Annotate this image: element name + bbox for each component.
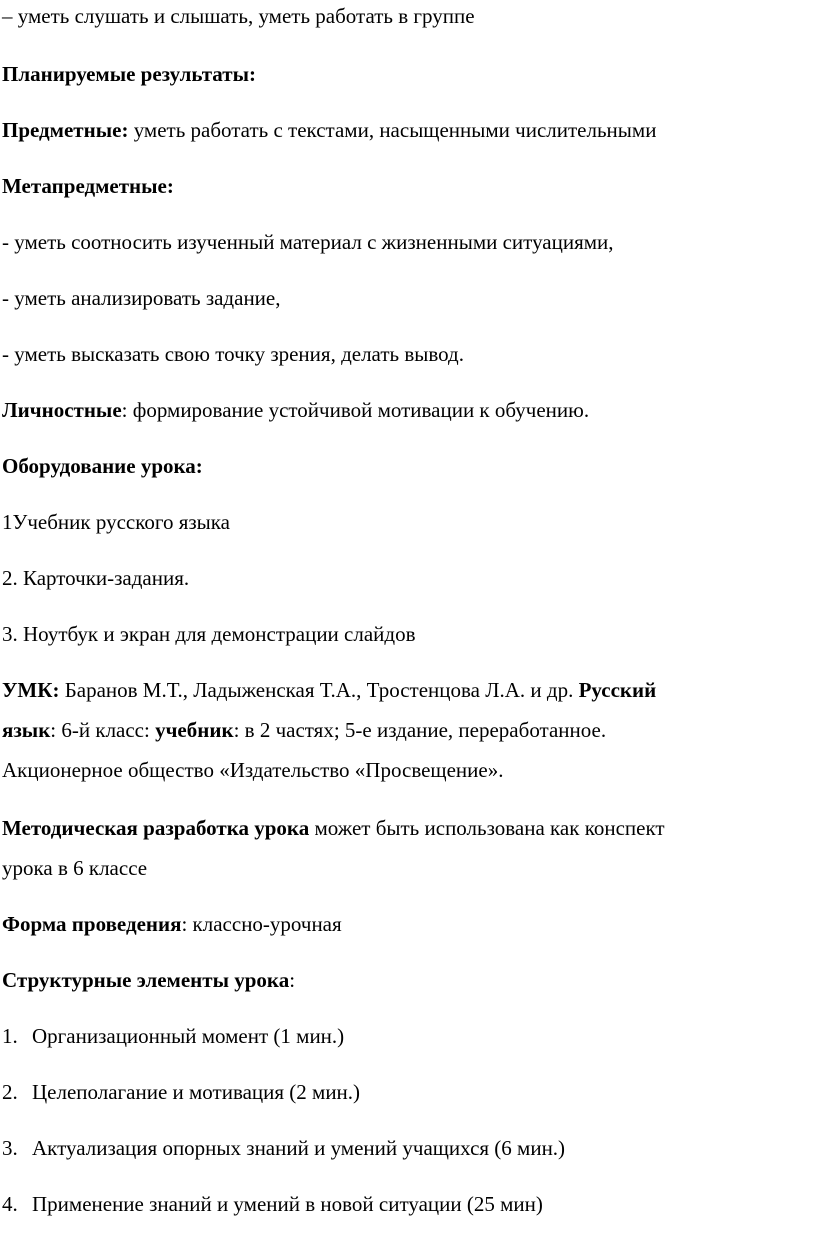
list-number: 3.: [2, 1136, 18, 1160]
meta-item-text: - уметь анализировать задание,: [2, 286, 281, 310]
meta-item-text: - уметь соотносить изученный материал с жизненными ситуациями,: [2, 230, 614, 254]
paragraph-lesson-form: [2, 912, 342, 936]
subject-label: Предметные:: [2, 118, 129, 142]
form-text: : классно-урочная: [181, 912, 342, 936]
paragraph-subject-results: [2, 118, 656, 142]
equipment-item-text: 3. Ноутбук и экран для демонстрации слайдов: [2, 622, 416, 646]
meta-item: [2, 286, 281, 310]
umk-book-title-part-1: Русский: [578, 678, 657, 702]
list-item-text: Применение знаний и умений в новой ситуации (25 мин): [32, 1192, 543, 1216]
paragraph-personal-results: [2, 398, 589, 422]
equipment-item-text: 2. Карточки-задания.: [2, 566, 190, 590]
umk-authors: Баранов М.Т., Ладыженская Т.А., Тростенцова Л.А. и др.: [59, 678, 579, 702]
umk-book-title-part-2: язык: [2, 718, 51, 742]
paragraph-umk-line-3: [2, 758, 503, 782]
method-label: Методическая разработка урока: [2, 816, 310, 840]
structure-list-item: [2, 1192, 543, 1216]
method-text-2: урока в 6 классе: [2, 856, 148, 880]
equipment-item-text: 1Учебник русского языка: [2, 510, 230, 534]
umk-publisher: Акционерное общество «Издательство «Просвещение».: [2, 758, 504, 782]
meta-item: [2, 342, 464, 366]
list-number: 2.: [2, 1080, 18, 1104]
umk-grade: : 6-й класс:: [50, 718, 156, 742]
umk-edition: : в 2 частях; 5-е издание, переработанное.: [233, 718, 607, 742]
text-group-work: – уметь слушать и слышать, уметь работать в группе: [2, 4, 475, 28]
list-number: 1.: [2, 1024, 18, 1048]
meta-item-text: - уметь высказать свою точку зрения, делать вывод.: [2, 342, 464, 366]
method-text-1: может быть использована как конспект: [309, 816, 665, 840]
form-label: Форма проведения: [2, 912, 182, 936]
equipment-item: [2, 622, 416, 646]
equipment-item: [2, 510, 230, 534]
paragraph-umk-line-2: [2, 718, 606, 742]
list-item-text: Целеполагание и мотивация (2 мин.): [32, 1080, 361, 1104]
subject-text: уметь работать с текстами, насыщенными числительными: [128, 118, 657, 142]
structure-list-item: [2, 1080, 360, 1104]
heading-planned-results: [2, 62, 256, 86]
paragraph-group-work: [2, 4, 475, 28]
umk-label: УМК:: [2, 678, 60, 702]
umk-textbook-label: учебник: [155, 718, 234, 742]
equipment-label: Оборудование урока:: [2, 454, 203, 478]
personal-label: Личностные: [2, 398, 122, 422]
paragraph-method-line-2: [2, 856, 147, 880]
structure-list-item: [2, 1136, 565, 1160]
structure-colon: :: [289, 968, 296, 992]
equipment-item: [2, 566, 189, 590]
heading-meta-results: [2, 174, 174, 198]
structure-list-item: [2, 1024, 344, 1048]
meta-label: Метапредметные:: [2, 174, 174, 198]
meta-item: [2, 230, 614, 254]
paragraph-umk-line-1: [2, 678, 656, 702]
list-item-text: Организационный момент (1 мин.): [32, 1024, 345, 1048]
list-item-text: Актуализация опорных знаний и умений учащихся (6 мин.): [32, 1136, 566, 1160]
heading-lesson-structure: [2, 968, 295, 992]
paragraph-method-line-1: [2, 816, 665, 840]
structure-label: Структурные элементы урока: [2, 968, 290, 992]
heading-equipment: [2, 454, 203, 478]
planned-results-label: Планируемые результаты:: [2, 62, 256, 86]
personal-text: : формирование устойчивой мотивации к обучению.: [121, 398, 590, 422]
list-number: 4.: [2, 1192, 18, 1216]
